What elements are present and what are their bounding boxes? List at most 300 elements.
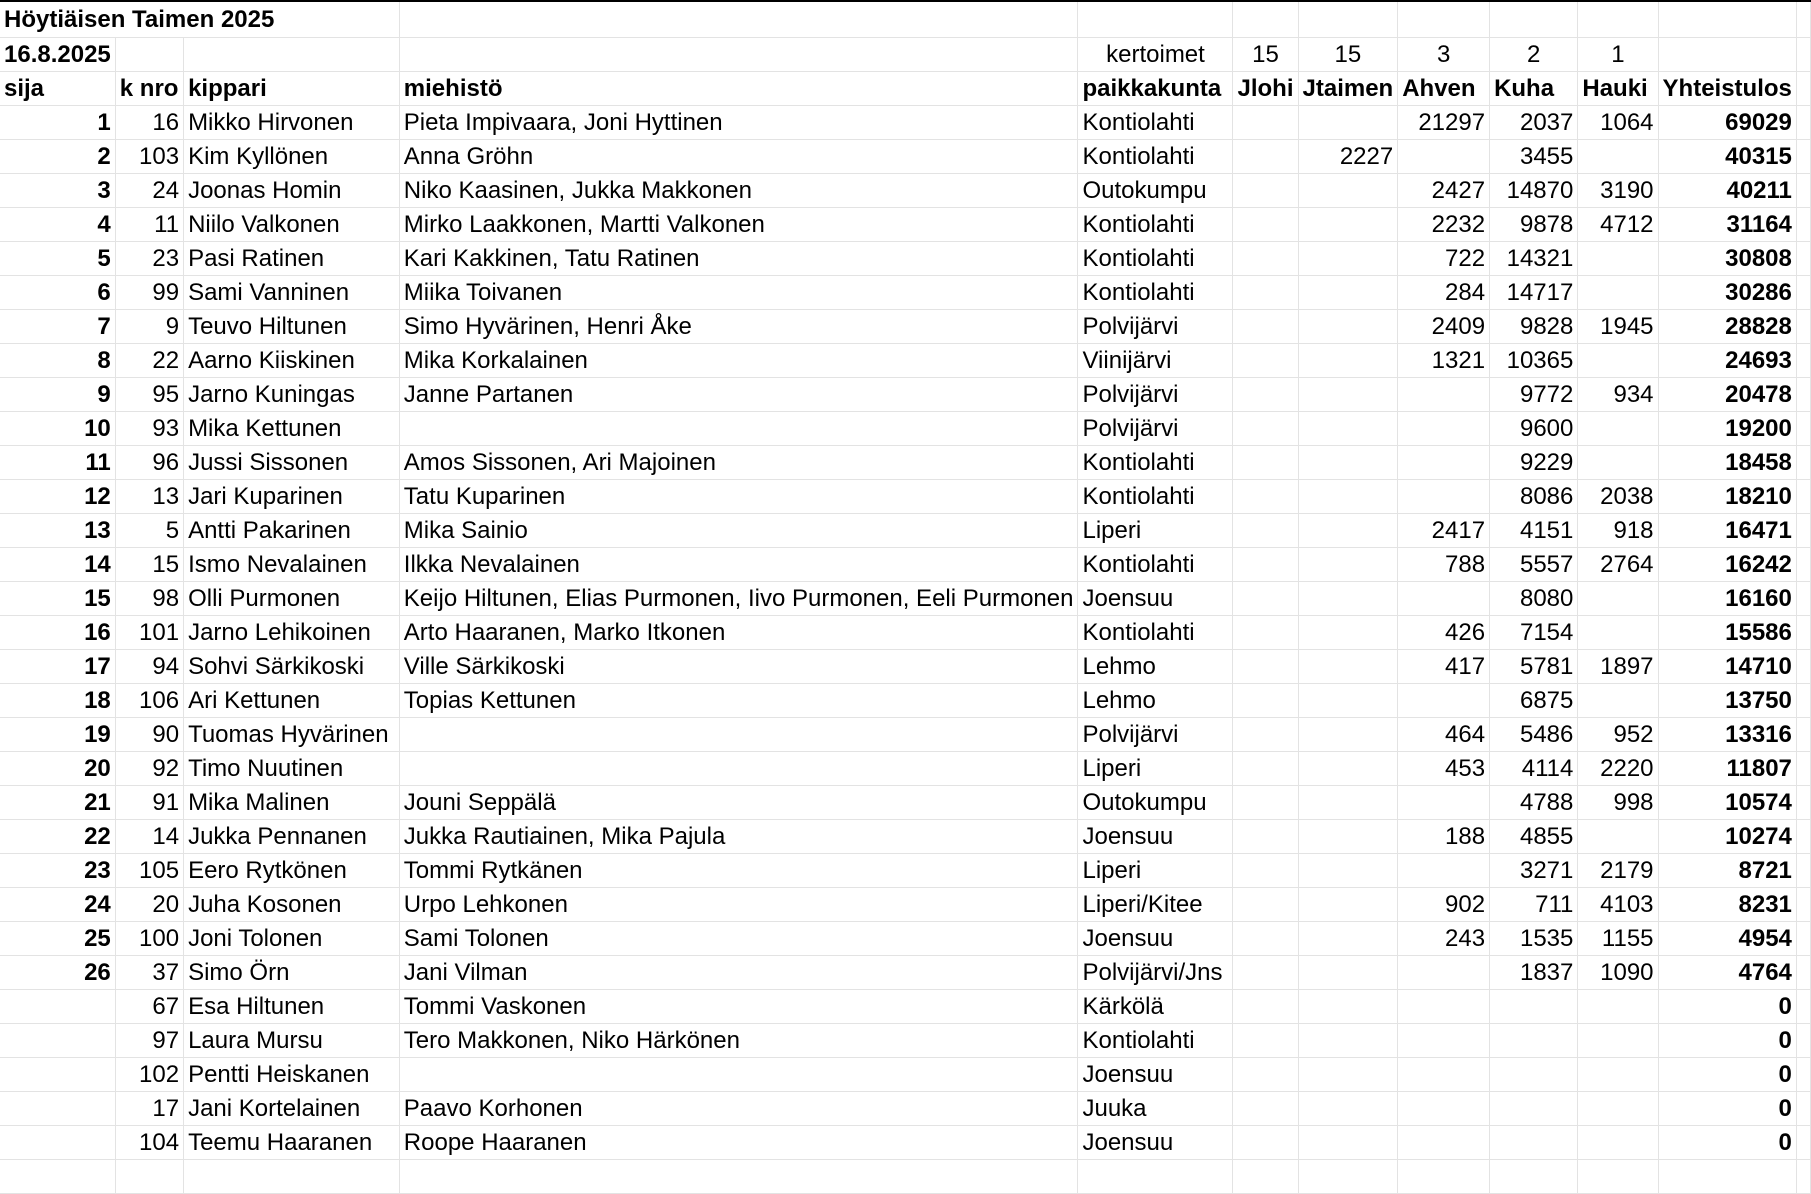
cell-yhteistulos[interactable]: 40211 (1658, 173, 1796, 207)
cell-miehisto[interactable]: Arto Haaranen, Marko Itkonen (399, 615, 1078, 649)
cell-ahven[interactable] (1398, 1125, 1490, 1159)
cell-jlohi[interactable] (1233, 751, 1298, 785)
cell-kuha[interactable]: 711 (1490, 887, 1578, 921)
cell-jlohi[interactable] (1233, 275, 1298, 309)
cell-yhteistulos[interactable]: 0 (1658, 1057, 1796, 1091)
cell-yhteistulos[interactable]: 40315 (1658, 139, 1796, 173)
empty-cell[interactable] (1078, 1, 1233, 37)
cell-hauki[interactable]: 2038 (1578, 479, 1658, 513)
cell-miehisto[interactable]: Kari Kakkinen, Tatu Ratinen (399, 241, 1078, 275)
empty-cell[interactable] (115, 1159, 183, 1193)
cell-kuha[interactable]: 9878 (1490, 207, 1578, 241)
cell-miehisto[interactable] (399, 1057, 1078, 1091)
cell-jtaimen[interactable] (1298, 479, 1398, 513)
cell-sija[interactable]: 17 (0, 649, 115, 683)
empty-cell[interactable] (1796, 37, 1810, 71)
cell-kuha[interactable] (1490, 1091, 1578, 1125)
cell-kippari[interactable]: Mika Malinen (184, 785, 400, 819)
cell-jtaimen[interactable] (1298, 717, 1398, 751)
cell-hauki[interactable]: 1945 (1578, 309, 1658, 343)
header-kuha[interactable]: Kuha (1490, 71, 1578, 105)
cell-hauki[interactable] (1578, 1057, 1658, 1091)
cell-jlohi[interactable] (1233, 139, 1298, 173)
cell-jlohi[interactable] (1233, 955, 1298, 989)
cell-miehisto[interactable]: Keijo Hiltunen, Elias Purmonen, Iivo Purmonen, Eeli Purmonen (399, 581, 1078, 615)
cell-jlohi[interactable] (1233, 683, 1298, 717)
empty-cell[interactable] (399, 1, 1078, 37)
cell-hauki[interactable]: 4712 (1578, 207, 1658, 241)
cell-paikkakunta[interactable]: Kontiolahti (1078, 241, 1233, 275)
cell-paikkakunta[interactable]: Joensuu (1078, 921, 1233, 955)
cell-kippari[interactable]: Joonas Homin (184, 173, 400, 207)
cell-knro[interactable]: 13 (115, 479, 183, 513)
cell-jtaimen[interactable]: 2227 (1298, 139, 1398, 173)
cell-kuha[interactable] (1490, 1057, 1578, 1091)
empty-cell[interactable] (1796, 683, 1810, 717)
cell-miehisto[interactable] (399, 717, 1078, 751)
cell-kuha[interactable] (1490, 989, 1578, 1023)
cell-miehisto[interactable]: Ville Särkikoski (399, 649, 1078, 683)
cell-sija[interactable]: 21 (0, 785, 115, 819)
empty-cell[interactable] (1796, 649, 1810, 683)
cell-kippari[interactable]: Jarno Lehikoinen (184, 615, 400, 649)
empty-cell[interactable] (1578, 1, 1658, 37)
cell-kippari[interactable]: Juha Kosonen (184, 887, 400, 921)
cell-kuha[interactable]: 14717 (1490, 275, 1578, 309)
cell-ahven[interactable] (1398, 683, 1490, 717)
empty-cell[interactable] (1796, 1125, 1810, 1159)
cell-jlohi[interactable] (1233, 921, 1298, 955)
cell-hauki[interactable] (1578, 1125, 1658, 1159)
cell-jtaimen[interactable] (1298, 751, 1398, 785)
empty-cell[interactable] (1796, 853, 1810, 887)
cell-hauki[interactable]: 934 (1578, 377, 1658, 411)
cell-ahven[interactable] (1398, 411, 1490, 445)
header-jlohi[interactable]: Jlohi (1233, 71, 1298, 105)
cell-kuha[interactable]: 1837 (1490, 955, 1578, 989)
cell-sija[interactable]: 4 (0, 207, 115, 241)
cell-jlohi[interactable] (1233, 649, 1298, 683)
cell-kuha[interactable]: 8080 (1490, 581, 1578, 615)
empty-cell[interactable] (1796, 581, 1810, 615)
cell-ahven[interactable] (1398, 785, 1490, 819)
cell-paikkakunta[interactable]: Kontiolahti (1078, 207, 1233, 241)
header-hauki[interactable]: Hauki (1578, 71, 1658, 105)
cell-jtaimen[interactable] (1298, 411, 1398, 445)
cell-jtaimen[interactable] (1298, 207, 1398, 241)
empty-cell[interactable] (1796, 989, 1810, 1023)
cell-yhteistulos[interactable]: 28828 (1658, 309, 1796, 343)
cell-miehisto[interactable]: Mika Korkalainen (399, 343, 1078, 377)
cell-jlohi[interactable] (1233, 445, 1298, 479)
cell-hauki[interactable]: 2220 (1578, 751, 1658, 785)
cell-kippari[interactable]: Pasi Ratinen (184, 241, 400, 275)
cell-jtaimen[interactable] (1298, 1057, 1398, 1091)
cell-knro[interactable]: 96 (115, 445, 183, 479)
cell-jlohi[interactable] (1233, 853, 1298, 887)
cell-paikkakunta[interactable]: Outokumpu (1078, 173, 1233, 207)
cell-kippari[interactable]: Eero Rytkönen (184, 853, 400, 887)
cell-knro[interactable]: 95 (115, 377, 183, 411)
cell-kuha[interactable]: 5557 (1490, 547, 1578, 581)
cell-yhteistulos[interactable]: 20478 (1658, 377, 1796, 411)
cell-jtaimen[interactable] (1298, 887, 1398, 921)
empty-cell[interactable] (184, 1159, 400, 1193)
cell-ahven[interactable]: 243 (1398, 921, 1490, 955)
cell-sija[interactable]: 10 (0, 411, 115, 445)
cell-knro[interactable]: 17 (115, 1091, 183, 1125)
cell-kippari[interactable]: Niilo Valkonen (184, 207, 400, 241)
cell-sija[interactable]: 25 (0, 921, 115, 955)
cell-kuha[interactable]: 4151 (1490, 513, 1578, 547)
cell-miehisto[interactable]: Simo Hyvärinen, Henri Åke (399, 309, 1078, 343)
multipliers-label[interactable]: kertoimet (1078, 37, 1233, 71)
cell-jtaimen[interactable] (1298, 989, 1398, 1023)
cell-jlohi[interactable] (1233, 377, 1298, 411)
cell-miehisto[interactable]: Jukka Rautiainen, Mika Pajula (399, 819, 1078, 853)
empty-cell[interactable] (1233, 1159, 1298, 1193)
empty-cell[interactable] (1796, 479, 1810, 513)
empty-cell[interactable] (1490, 1, 1578, 37)
cell-kuha[interactable]: 4855 (1490, 819, 1578, 853)
cell-kuha[interactable]: 8086 (1490, 479, 1578, 513)
cell-miehisto[interactable]: Jouni Seppälä (399, 785, 1078, 819)
empty-cell[interactable] (1796, 717, 1810, 751)
cell-sija[interactable]: 8 (0, 343, 115, 377)
cell-jlohi[interactable] (1233, 615, 1298, 649)
header-yhteistulos[interactable]: Yhteistulos (1658, 71, 1796, 105)
cell-paikkakunta[interactable]: Liperi (1078, 751, 1233, 785)
empty-cell[interactable] (1078, 1159, 1233, 1193)
cell-knro[interactable]: 11 (115, 207, 183, 241)
cell-paikkakunta[interactable]: Kontiolahti (1078, 139, 1233, 173)
cell-jtaimen[interactable] (1298, 819, 1398, 853)
cell-jtaimen[interactable] (1298, 615, 1398, 649)
cell-kippari[interactable]: Mika Kettunen (184, 411, 400, 445)
cell-paikkakunta[interactable]: Outokumpu (1078, 785, 1233, 819)
cell-knro[interactable]: 24 (115, 173, 183, 207)
multiplier-jlohi[interactable]: 15 (1233, 37, 1298, 71)
cell-kippari[interactable]: Aarno Kiiskinen (184, 343, 400, 377)
cell-sija[interactable]: 5 (0, 241, 115, 275)
cell-miehisto[interactable]: Tatu Kuparinen (399, 479, 1078, 513)
cell-yhteistulos[interactable]: 4764 (1658, 955, 1796, 989)
cell-jtaimen[interactable] (1298, 377, 1398, 411)
cell-knro[interactable]: 104 (115, 1125, 183, 1159)
cell-yhteistulos[interactable]: 0 (1658, 1125, 1796, 1159)
multiplier-hauki[interactable]: 1 (1578, 37, 1658, 71)
cell-ahven[interactable]: 2232 (1398, 207, 1490, 241)
cell-yhteistulos[interactable]: 10274 (1658, 819, 1796, 853)
empty-cell[interactable] (399, 37, 1078, 71)
cell-paikkakunta[interactable]: Kontiolahti (1078, 105, 1233, 139)
cell-hauki[interactable]: 2764 (1578, 547, 1658, 581)
cell-ahven[interactable]: 188 (1398, 819, 1490, 853)
cell-knro[interactable]: 14 (115, 819, 183, 853)
cell-miehisto[interactable]: Tero Makkonen, Niko Härkönen (399, 1023, 1078, 1057)
cell-miehisto[interactable] (399, 411, 1078, 445)
cell-knro[interactable]: 93 (115, 411, 183, 445)
cell-jtaimen[interactable] (1298, 445, 1398, 479)
cell-yhteistulos[interactable]: 30808 (1658, 241, 1796, 275)
cell-kippari[interactable]: Antti Pakarinen (184, 513, 400, 547)
cell-sija[interactable]: 19 (0, 717, 115, 751)
cell-miehisto[interactable]: Tommi Rytkänen (399, 853, 1078, 887)
cell-sija[interactable]: 12 (0, 479, 115, 513)
header-kippari[interactable]: kippari (184, 71, 400, 105)
cell-hauki[interactable]: 952 (1578, 717, 1658, 751)
cell-yhteistulos[interactable]: 69029 (1658, 105, 1796, 139)
cell-paikkakunta[interactable]: Kontiolahti (1078, 1023, 1233, 1057)
empty-cell[interactable] (1796, 921, 1810, 955)
cell-yhteistulos[interactable]: 0 (1658, 1023, 1796, 1057)
cell-yhteistulos[interactable]: 16471 (1658, 513, 1796, 547)
cell-yhteistulos[interactable]: 16160 (1658, 581, 1796, 615)
cell-knro[interactable]: 101 (115, 615, 183, 649)
cell-miehisto[interactable]: Anna Gröhn (399, 139, 1078, 173)
cell-hauki[interactable] (1578, 343, 1658, 377)
cell-sija[interactable]: 15 (0, 581, 115, 615)
header-sija[interactable]: sija (0, 71, 115, 105)
cell-ahven[interactable]: 722 (1398, 241, 1490, 275)
cell-ahven[interactable] (1398, 853, 1490, 887)
cell-paikkakunta[interactable]: Joensuu (1078, 581, 1233, 615)
cell-jlohi[interactable] (1233, 1023, 1298, 1057)
cell-yhteistulos[interactable]: 4954 (1658, 921, 1796, 955)
cell-hauki[interactable]: 1064 (1578, 105, 1658, 139)
cell-hauki[interactable] (1578, 683, 1658, 717)
empty-cell[interactable] (1796, 819, 1810, 853)
cell-knro[interactable]: 23 (115, 241, 183, 275)
cell-kippari[interactable]: Pentti Heiskanen (184, 1057, 400, 1091)
empty-cell[interactable] (1796, 1159, 1810, 1193)
empty-cell[interactable] (0, 1159, 115, 1193)
cell-ahven[interactable] (1398, 1023, 1490, 1057)
cell-knro[interactable]: 97 (115, 1023, 183, 1057)
cell-jtaimen[interactable] (1298, 343, 1398, 377)
cell-kuha[interactable]: 3271 (1490, 853, 1578, 887)
empty-cell[interactable] (1298, 1, 1398, 37)
empty-cell[interactable] (1796, 411, 1810, 445)
cell-paikkakunta[interactable]: Kontiolahti (1078, 445, 1233, 479)
cell-ahven[interactable]: 902 (1398, 887, 1490, 921)
multiplier-ahven[interactable]: 3 (1398, 37, 1490, 71)
cell-paikkakunta[interactable]: Liperi (1078, 853, 1233, 887)
cell-ahven[interactable]: 453 (1398, 751, 1490, 785)
cell-knro[interactable]: 105 (115, 853, 183, 887)
cell-kuha[interactable]: 14321 (1490, 241, 1578, 275)
cell-hauki[interactable]: 2179 (1578, 853, 1658, 887)
cell-jtaimen[interactable] (1298, 921, 1398, 955)
cell-hauki[interactable] (1578, 275, 1658, 309)
cell-jlohi[interactable] (1233, 581, 1298, 615)
cell-sija[interactable] (0, 1125, 115, 1159)
cell-kuha[interactable]: 3455 (1490, 139, 1578, 173)
cell-kuha[interactable]: 9229 (1490, 445, 1578, 479)
cell-knro[interactable]: 20 (115, 887, 183, 921)
empty-cell[interactable] (1796, 955, 1810, 989)
empty-cell[interactable] (1298, 1159, 1398, 1193)
cell-jtaimen[interactable] (1298, 513, 1398, 547)
cell-kuha[interactable]: 10365 (1490, 343, 1578, 377)
cell-miehisto[interactable]: Sami Tolonen (399, 921, 1078, 955)
cell-kippari[interactable]: Ari Kettunen (184, 683, 400, 717)
cell-ahven[interactable] (1398, 139, 1490, 173)
cell-kippari[interactable]: Timo Nuutinen (184, 751, 400, 785)
cell-paikkakunta[interactable]: Polvijärvi (1078, 377, 1233, 411)
empty-cell[interactable] (1490, 1159, 1578, 1193)
cell-kippari[interactable]: Ismo Nevalainen (184, 547, 400, 581)
cell-yhteistulos[interactable]: 31164 (1658, 207, 1796, 241)
cell-sija[interactable]: 26 (0, 955, 115, 989)
cell-kippari[interactable]: Esa Hiltunen (184, 989, 400, 1023)
cell-knro[interactable]: 37 (115, 955, 183, 989)
header-miehisto[interactable]: miehistö (399, 71, 1078, 105)
cell-yhteistulos[interactable]: 19200 (1658, 411, 1796, 445)
cell-ahven[interactable]: 417 (1398, 649, 1490, 683)
cell-miehisto[interactable]: Paavo Korhonen (399, 1091, 1078, 1125)
empty-cell[interactable] (1796, 513, 1810, 547)
cell-paikkakunta[interactable]: Kontiolahti (1078, 615, 1233, 649)
cell-knro[interactable]: 92 (115, 751, 183, 785)
cell-miehisto[interactable]: Mika Sainio (399, 513, 1078, 547)
cell-sija[interactable]: 2 (0, 139, 115, 173)
empty-cell[interactable] (1796, 309, 1810, 343)
cell-jlohi[interactable] (1233, 173, 1298, 207)
cell-kippari[interactable]: Jukka Pennanen (184, 819, 400, 853)
cell-kippari[interactable]: Tuomas Hyvärinen (184, 717, 400, 751)
cell-kippari[interactable]: Joni Tolonen (184, 921, 400, 955)
cell-yhteistulos[interactable]: 18210 (1658, 479, 1796, 513)
cell-jtaimen[interactable] (1298, 547, 1398, 581)
cell-ahven[interactable]: 788 (1398, 547, 1490, 581)
empty-cell[interactable] (1796, 1057, 1810, 1091)
cell-sija[interactable]: 22 (0, 819, 115, 853)
cell-kippari[interactable]: Teuvo Hiltunen (184, 309, 400, 343)
cell-hauki[interactable]: 918 (1578, 513, 1658, 547)
cell-jtaimen[interactable] (1298, 241, 1398, 275)
cell-kuha[interactable]: 9772 (1490, 377, 1578, 411)
cell-hauki[interactable] (1578, 1091, 1658, 1125)
cell-knro[interactable]: 22 (115, 343, 183, 377)
cell-ahven[interactable]: 2427 (1398, 173, 1490, 207)
cell-paikkakunta[interactable]: Juuka (1078, 1091, 1233, 1125)
header-jtaimen[interactable]: Jtaimen (1298, 71, 1398, 105)
cell-hauki[interactable]: 998 (1578, 785, 1658, 819)
cell-jtaimen[interactable] (1298, 105, 1398, 139)
cell-jlohi[interactable] (1233, 343, 1298, 377)
cell-kippari[interactable]: Jarno Kuningas (184, 377, 400, 411)
empty-cell[interactable] (1658, 1, 1796, 37)
cell-paikkakunta[interactable]: Kontiolahti (1078, 547, 1233, 581)
multiplier-jtaimen[interactable]: 15 (1298, 37, 1398, 71)
cell-sija[interactable]: 14 (0, 547, 115, 581)
cell-jlohi[interactable] (1233, 989, 1298, 1023)
header-knro[interactable]: k nro (115, 71, 183, 105)
cell-hauki[interactable] (1578, 445, 1658, 479)
cell-sija[interactable]: 9 (0, 377, 115, 411)
empty-cell[interactable] (1796, 445, 1810, 479)
empty-cell[interactable] (1658, 1159, 1796, 1193)
cell-ahven[interactable]: 464 (1398, 717, 1490, 751)
cell-jtaimen[interactable] (1298, 309, 1398, 343)
cell-hauki[interactable] (1578, 581, 1658, 615)
cell-kippari[interactable]: Laura Mursu (184, 1023, 400, 1057)
cell-miehisto[interactable] (399, 751, 1078, 785)
cell-yhteistulos[interactable]: 15586 (1658, 615, 1796, 649)
cell-sija[interactable] (0, 1091, 115, 1125)
cell-paikkakunta[interactable]: Liperi (1078, 513, 1233, 547)
cell-kuha[interactable]: 4114 (1490, 751, 1578, 785)
cell-paikkakunta[interactable]: Kontiolahti (1078, 479, 1233, 513)
cell-knro[interactable]: 90 (115, 717, 183, 751)
empty-cell[interactable] (1796, 615, 1810, 649)
cell-ahven[interactable] (1398, 1057, 1490, 1091)
cell-ahven[interactable]: 426 (1398, 615, 1490, 649)
cell-miehisto[interactable]: Pieta Impivaara, Joni Hyttinen (399, 105, 1078, 139)
cell-hauki[interactable]: 1897 (1578, 649, 1658, 683)
cell-miehisto[interactable]: Ilkka Nevalainen (399, 547, 1078, 581)
cell-knro[interactable]: 106 (115, 683, 183, 717)
empty-cell[interactable] (1796, 173, 1810, 207)
cell-sija[interactable] (0, 1023, 115, 1057)
cell-yhteistulos[interactable]: 18458 (1658, 445, 1796, 479)
cell-kuha[interactable]: 2037 (1490, 105, 1578, 139)
cell-kippari[interactable]: Kim Kyllönen (184, 139, 400, 173)
cell-jtaimen[interactable] (1298, 1023, 1398, 1057)
cell-sija[interactable]: 18 (0, 683, 115, 717)
cell-sija[interactable]: 23 (0, 853, 115, 887)
cell-ahven[interactable]: 2409 (1398, 309, 1490, 343)
cell-yhteistulos[interactable]: 0 (1658, 1091, 1796, 1125)
cell-ahven[interactable]: 21297 (1398, 105, 1490, 139)
empty-cell[interactable] (1578, 1159, 1658, 1193)
cell-kippari[interactable]: Teemu Haaranen (184, 1125, 400, 1159)
cell-yhteistulos[interactable]: 24693 (1658, 343, 1796, 377)
cell-sija[interactable]: 6 (0, 275, 115, 309)
multiplier-kuha[interactable]: 2 (1490, 37, 1578, 71)
empty-cell[interactable] (1796, 343, 1810, 377)
cell-sija[interactable]: 7 (0, 309, 115, 343)
cell-knro[interactable]: 103 (115, 139, 183, 173)
cell-sija[interactable]: 16 (0, 615, 115, 649)
cell-hauki[interactable] (1578, 139, 1658, 173)
cell-knro[interactable]: 15 (115, 547, 183, 581)
cell-jlohi[interactable] (1233, 547, 1298, 581)
cell-jlohi[interactable] (1233, 1057, 1298, 1091)
cell-kippari[interactable]: Sohvi Särkikoski (184, 649, 400, 683)
cell-hauki[interactable] (1578, 241, 1658, 275)
cell-hauki[interactable]: 1155 (1578, 921, 1658, 955)
cell-jtaimen[interactable] (1298, 1091, 1398, 1125)
empty-cell[interactable] (1398, 1159, 1490, 1193)
cell-knro[interactable]: 102 (115, 1057, 183, 1091)
empty-cell[interactable] (399, 1159, 1078, 1193)
cell-jtaimen[interactable] (1298, 649, 1398, 683)
empty-cell[interactable] (1233, 1, 1298, 37)
event-date[interactable]: 16.8.2025 (0, 37, 115, 71)
cell-miehisto[interactable]: Niko Kaasinen, Jukka Makkonen (399, 173, 1078, 207)
cell-kuha[interactable]: 7154 (1490, 615, 1578, 649)
cell-paikkakunta[interactable]: Joensuu (1078, 1125, 1233, 1159)
cell-knro[interactable]: 5 (115, 513, 183, 547)
cell-hauki[interactable]: 3190 (1578, 173, 1658, 207)
cell-miehisto[interactable]: Jani Vilman (399, 955, 1078, 989)
empty-cell[interactable] (1796, 1, 1810, 37)
cell-ahven[interactable] (1398, 1091, 1490, 1125)
cell-sija[interactable]: 13 (0, 513, 115, 547)
cell-jtaimen[interactable] (1298, 853, 1398, 887)
